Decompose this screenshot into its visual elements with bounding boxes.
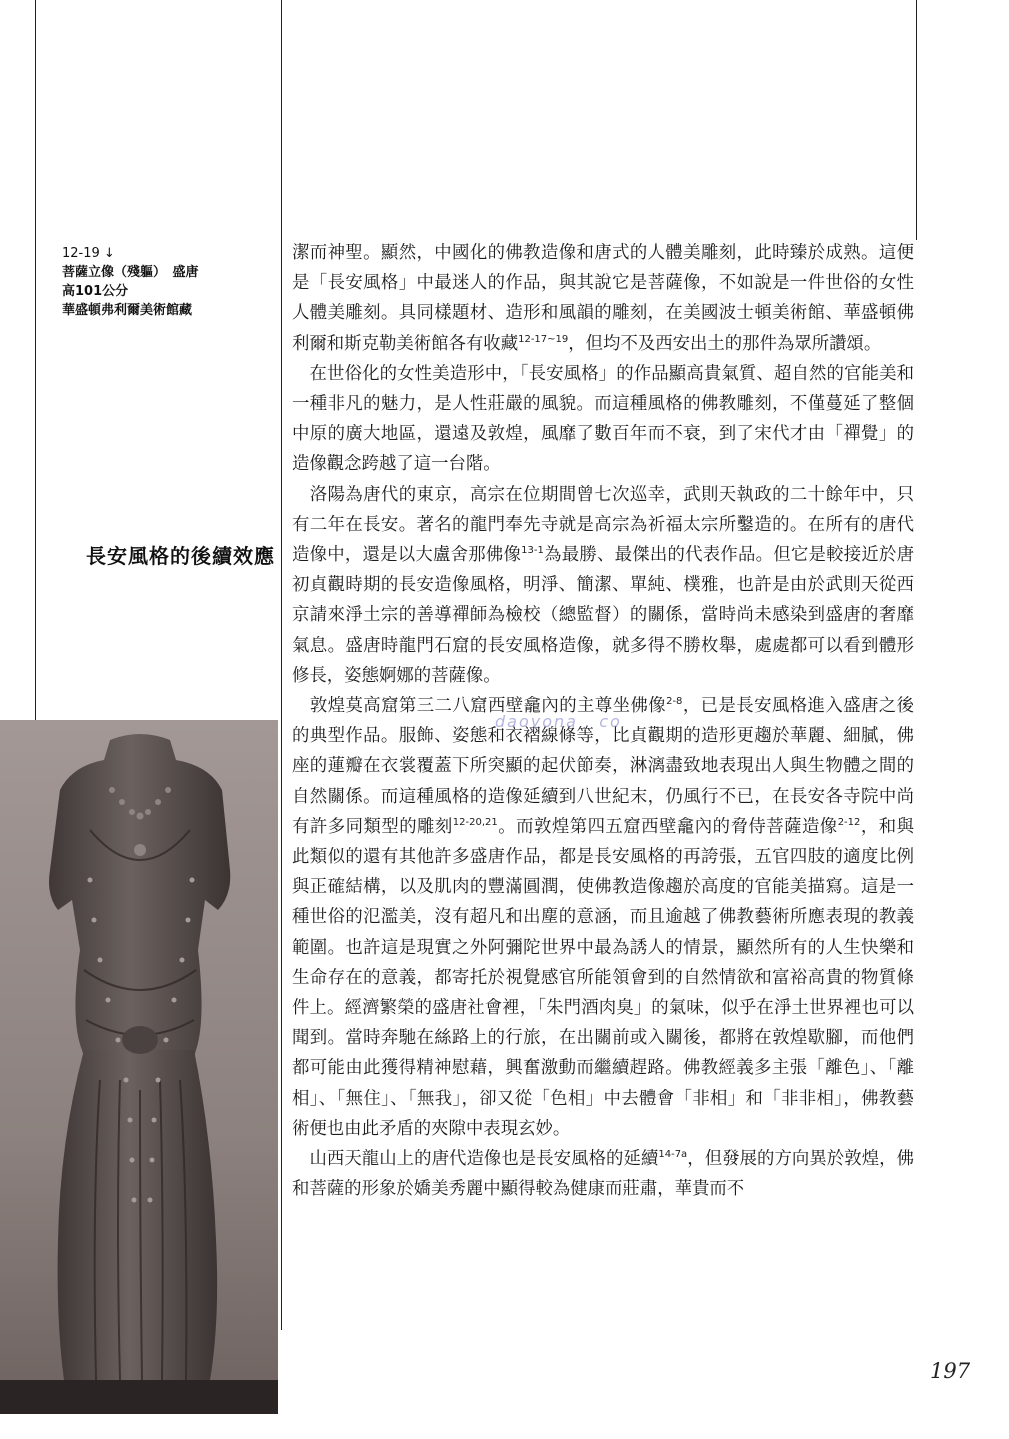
paragraph-text: ，但均不及西安出土的那件為眾所讚頌。 xyxy=(568,333,882,354)
body-paragraph xyxy=(292,238,914,359)
caption-line: 高101公分 xyxy=(62,284,129,299)
paragraph-text: 潔而神聖。顯然，中國化的佛教造像和唐式的人體美雕刻，此時臻於成熟。這便是「長安風格」中最迷人的作品，與其說它是菩薩像，不如說是一件世俗的女性人體美雕刻。具同樣題材、造形和風韻的雕刻，在美國波士頓美術館、華盛頓佛利爾和斯克勒美術館各有收藏 xyxy=(292,243,914,354)
right-column-rule xyxy=(916,0,917,240)
bodhisattva-statue-image xyxy=(0,720,278,1414)
statue-photo xyxy=(0,720,278,1414)
figure-reference: 12-17~19 xyxy=(518,333,569,345)
page-number: 197 xyxy=(930,1359,971,1383)
section-heading: 長安風格的後續效應 xyxy=(86,544,275,568)
figure-reference: 2-8 xyxy=(666,696,683,708)
figure-reference: 13-1 xyxy=(521,545,544,557)
paragraph-text: 為最勝、最傑出的代表作品。但它是較接近於唐初貞觀時期的長安造像風格，明淨、簡潔、單純、樸雅，也許是由於武則天從西京請來淨土宗的善導禪師為檢校（總監督）的關係，當時尚未感染到盛唐的奢靡氣息。盛唐時龍門石窟的長安風格造像，就多得不勝枚舉，處處都可以看到體形修長，姿態婀娜的菩薩像。 xyxy=(292,545,914,686)
figure-reference: 12-20,21 xyxy=(452,816,498,828)
paragraph-text: ，已是長安風格進入盛唐之後的典型作品。服飾、姿態和衣褶線條等，比貞觀期的造形更趨於華麗、細膩，佛座的蓮瓣在衣裳覆蓋下所突顯的起伏節奏，淋漓盡致地表現出人與生物體之間的自然關係。而這種風格的造像延續到八世紀末，仍風行不已，在長安各寺院中尚有許多同類型的雕刻 xyxy=(292,696,914,837)
figure-caption xyxy=(62,244,262,320)
body-paragraph xyxy=(292,359,914,480)
body-paragraph xyxy=(292,480,914,691)
paragraph-text: ，但發展的方向異於敦煌，佛和菩薩的形象於嬌美秀麗中顯得較為健康而莊肅，華貴而不 xyxy=(292,1149,914,1200)
caption-line: 菩薩立像（殘軀） 盛唐 xyxy=(62,265,199,280)
figure-reference: 2-12 xyxy=(837,816,861,828)
paragraph-text: 敦煌莫高窟第三二八窟西壁龕內的主尊坐佛像 xyxy=(292,696,667,717)
center-column-rule xyxy=(281,0,282,1330)
watermark: daoyona . co xyxy=(495,712,622,731)
body-paragraph xyxy=(292,1144,914,1204)
left-column-rule xyxy=(35,0,36,720)
figure-reference: 14-7a xyxy=(658,1149,688,1161)
paragraph-text: 洛陽為唐代的東京，高宗在位期間曾七次巡幸，武則天執政的二十餘年中，只有二年在長安。著名的龍門奉先寺就是高宗為祈福太宗所鑿造的。在所有的唐代造像中，還是以大盧舍那佛像 xyxy=(292,484,914,566)
paragraph-text: 。而敦煌第四五窟西壁龕內的脅侍菩薩造像 xyxy=(497,816,838,837)
figure-number: 12-19 ↓ xyxy=(62,246,115,261)
paragraph-text: ，和與此類似的還有其他許多盛唐作品，都是長安風格的再誇張，五官四肢的適度比例與正確結構，以及肌肉的豐滿圓潤，使佛教造像趨於高度的官能美描寫。這是一種世俗的氾濫美，沒有超凡和出塵的意涵，而且逾越了佛教藝術所應表現的教義範圍。也許這是現實之外阿彌陀世界中最為誘人的情景，顯然所有的人生快樂和生命存在的意義，都寄托於視覺感官所能領會到的自然情欲和富裕高貴的物質條件上。經濟繁榮的盛唐社會裡，「朱門酒肉臭」的氣味，似乎在淨土世界裡也可以聞到。當時奔馳在絲路上的行旅，在出關前或入關後，都將在敦煌歇腳，而他們都可能由此獲得精神慰藉，興奮激動而繼續趕路。佛教經義多主張「離色」、「離相」、「無住」、「無我」，卻又從「色相」中去體會「非相」和「非非相」，佛教藝術便也由此矛盾的夾隙中表現玄妙。 xyxy=(292,816,914,1139)
paragraph-text: 山西天龍山上的唐代造像也是長安風格的延續 xyxy=(292,1149,659,1170)
body-paragraph xyxy=(292,691,914,1144)
paragraph-text: 在世俗化的女性美造形中，「長安風格」的作品顯高貴氣質、超自然的官能美和一種非凡的魅力，是人性莊嚴的風貌。而這種風格的佛教雕刻，不僅蔓延了整個中原的廣大地區，還遠及敦煌，風靡了數百年而不衰，到了宋代才由「禪覺」的造像觀念跨越了這一台階。 xyxy=(292,363,914,475)
caption-line: 華盛頓弗利爾美術館藏 xyxy=(62,303,193,318)
